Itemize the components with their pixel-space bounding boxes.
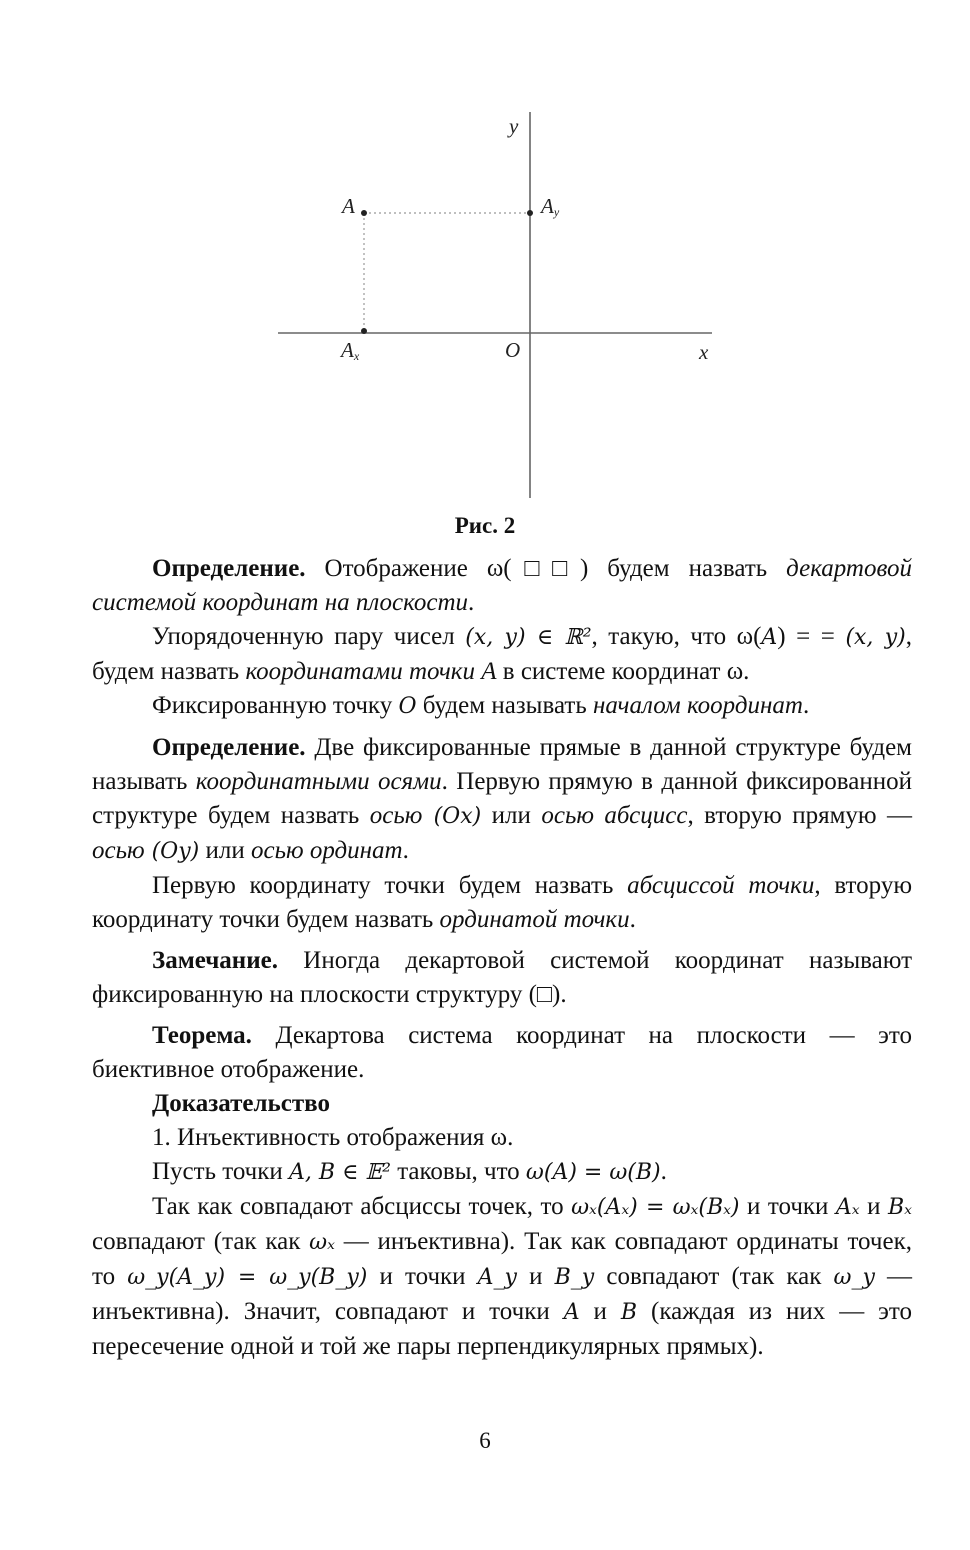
page-number: 6: [479, 1428, 491, 1453]
definition-term: Определение.: [152, 555, 306, 582]
remark-term: Замечание.: [152, 947, 278, 974]
math-pair: (x, y) ∈ ℝ²: [465, 625, 592, 650]
figure-caption: Рис. 2: [454, 513, 516, 538]
point-ax: [361, 328, 367, 334]
theorem-term: Теорема.: [152, 1022, 252, 1049]
proof-argument-paragraph: Так как совпадают абсциссы точек, то ωₓ(Aₓ) = ωₓ(Bₓ) и точки Aₓ и Bₓ совпадают (так как ωₓ — инъективна). Так как совпадают ординаты точек, то ω_y(A_y) = ω_y(B_y) и точки A_y и B_y совпадают (так как ω_y — инъективна). Значит, совпадают и точки A и B (каждая из них — это пересечение одной и той же пары перпендикулярных прямых).: [92, 1193, 912, 1360]
origin-label: O: [505, 338, 521, 362]
term-origin: началом координат: [592, 692, 803, 719]
point-a-label: A: [342, 194, 355, 218]
point-a: [361, 210, 367, 216]
point-ax-label: $A_x$: [341, 338, 360, 363]
term-coordinates: координатами точки A: [245, 658, 497, 685]
point-ay: [527, 210, 533, 216]
proof-heading: Доказательство: [152, 1090, 330, 1117]
remark-paragraph: Замечание. Иногда декартовой системой координат называют фиксированную на плоскости структуру (□).: [92, 947, 912, 1008]
term-cartesian-system: декартовой системой координат на плоскости: [92, 555, 913, 616]
theorem-paragraph: Теорема. Декартова система координат на плоскости — это биективное отображение.: [92, 1022, 912, 1083]
proof-step-1: 1. Инъективность отображения ω.: [152, 1124, 514, 1151]
coordinates-paragraph: Упорядоченную пару чисел (x, y) ∈ ℝ², такую, что ω(A) = = (x, y), будем назвать координатами точки A в системе координат ω.: [92, 623, 912, 685]
coordinate-axes-drawing: [0, 0, 970, 510]
y-axis-label: y: [509, 114, 519, 138]
axes-definition-paragraph: Определение. Две фиксированные прямые в данной структуре будем называть координатными осями. Первую прямую в данной фиксированной структуре будем назвать осью (Ox) или осью абсцисс, вторую прямую — осью (Oy) или осью ординат.: [92, 734, 913, 864]
point-ay-label: $A_y$: [541, 194, 560, 219]
placeholder-symbol: □□: [511, 555, 580, 582]
origin-paragraph: Фиксированную точку O будем называть началом координат.: [152, 692, 810, 719]
figure-coordinate-plane: [0, 0, 970, 510]
definition-term: Определение.: [152, 734, 306, 761]
abscissa-ordinate-paragraph: Первую координату точки будем назвать абсциссой точки, вторую координату точки будем назвать ординатой точки.: [92, 872, 912, 933]
definition-paragraph: Определение. Отображение ω(□□) будем назвать декартовой системой координат на плоскости.: [92, 555, 913, 616]
x-axis-label: x: [699, 340, 709, 364]
main-text: [92, 552, 912, 1364]
proof-let-paragraph: Пусть точки A, B ∈ 𝔼² таковы, что ω(A) = ω(B).: [152, 1158, 667, 1185]
